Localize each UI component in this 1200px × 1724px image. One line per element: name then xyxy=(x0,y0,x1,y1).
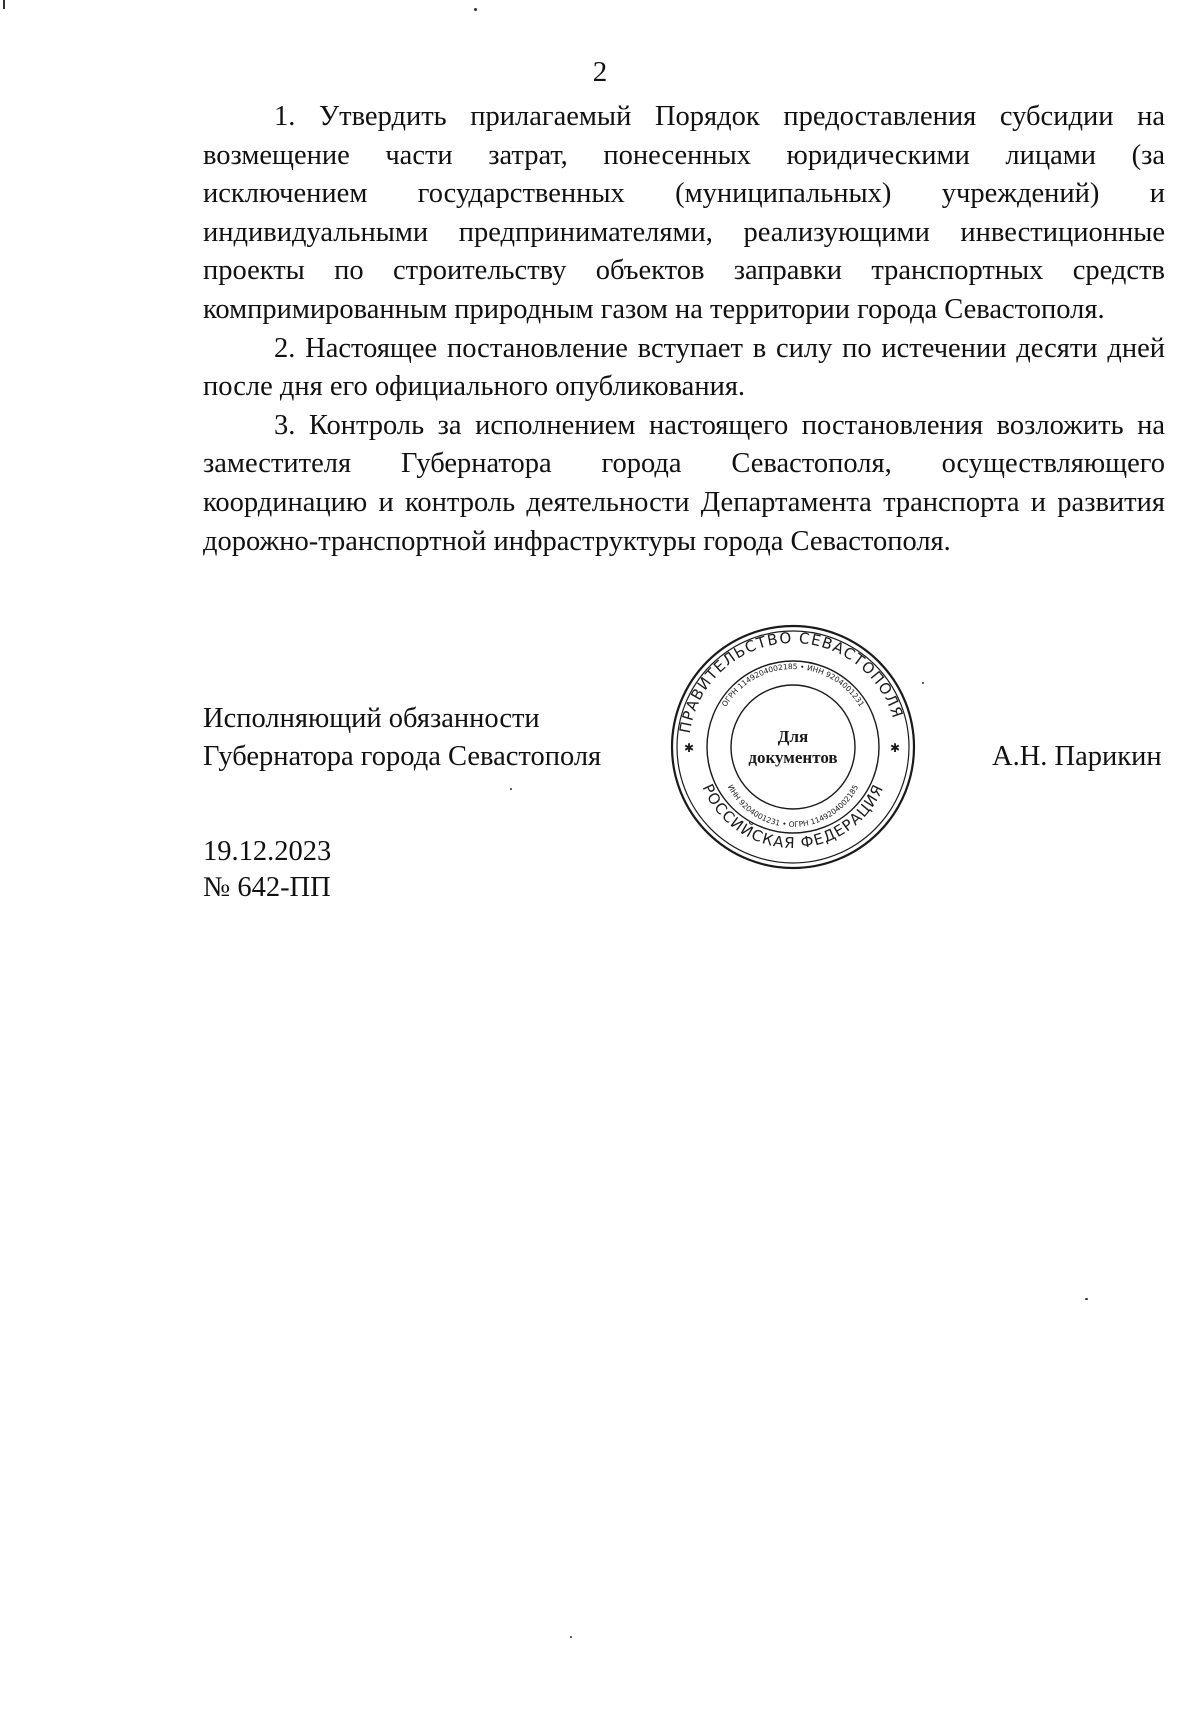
stamp-codes-top: ОГРН 1149204002185 • ИНН 9204001231 xyxy=(719,661,867,709)
scan-speck xyxy=(3,0,5,9)
stamp-star-right: ✱ xyxy=(890,741,901,755)
document-body xyxy=(203,98,1165,561)
signatory-position xyxy=(203,700,601,776)
stamp-codes-bottom: ИНН 9204001231 • ОГРН 1149204002185 xyxy=(725,783,861,830)
document-date: 19.12.2023 xyxy=(203,836,332,867)
stamp-bottom-text: РОССИЙСКАЯ ФЕДЕРАЦИЯ xyxy=(698,781,888,853)
paragraph-3: 3. Контроль за исполнением настоящего постановления возложить на заместителя Губернатора города Севастополя, осуществляющего координацию и контроль деятельности Департамента транспорта и развития дорожно-транспортной инфраструктуры города Севастополя. xyxy=(203,409,1165,557)
document-requisites xyxy=(203,834,331,906)
official-seal-stamp xyxy=(668,622,918,872)
scan-speck xyxy=(570,1636,572,1638)
stamp-outer-text: ПРАВИТЕЛЬСТВО СЕВАСТОПОЛЯ xyxy=(675,628,907,735)
document-number: № 642-ПП xyxy=(203,872,331,903)
page-number: 2 xyxy=(592,56,608,88)
scan-speck xyxy=(510,788,512,790)
signatory-position-line-1: Исполняющий обязанности xyxy=(203,703,540,734)
stamp-inner-line-1: Для xyxy=(777,727,809,746)
paragraph-1: 1. Утвердить прилагаемый Порядок предоставления субсидии на возмещение части затрат, понесенных юридическими лицами (за исключением государственных (муниципальных) учреждений) и индивидуальными предпринимателями, реализующими инвестиционные проекты по строительству объектов заправки транспортных средств компримированным природным газом на территории города Севастополя. xyxy=(203,101,1165,325)
signatory-position-line-2: Губернатора города Севастополя xyxy=(203,741,602,772)
signatory-name: А.Н. Парикин xyxy=(992,741,1162,772)
stamp-star-left: ✱ xyxy=(684,741,695,755)
scan-speck xyxy=(1085,1298,1088,1300)
scan-speck xyxy=(922,682,924,684)
stamp-inner-line-2: документов xyxy=(748,748,838,767)
scan-speck xyxy=(474,8,477,11)
paragraph-2: 2. Настоящее постановление вступает в силу по истечении десяти дней после дня его официального опубликования. xyxy=(203,332,1165,403)
